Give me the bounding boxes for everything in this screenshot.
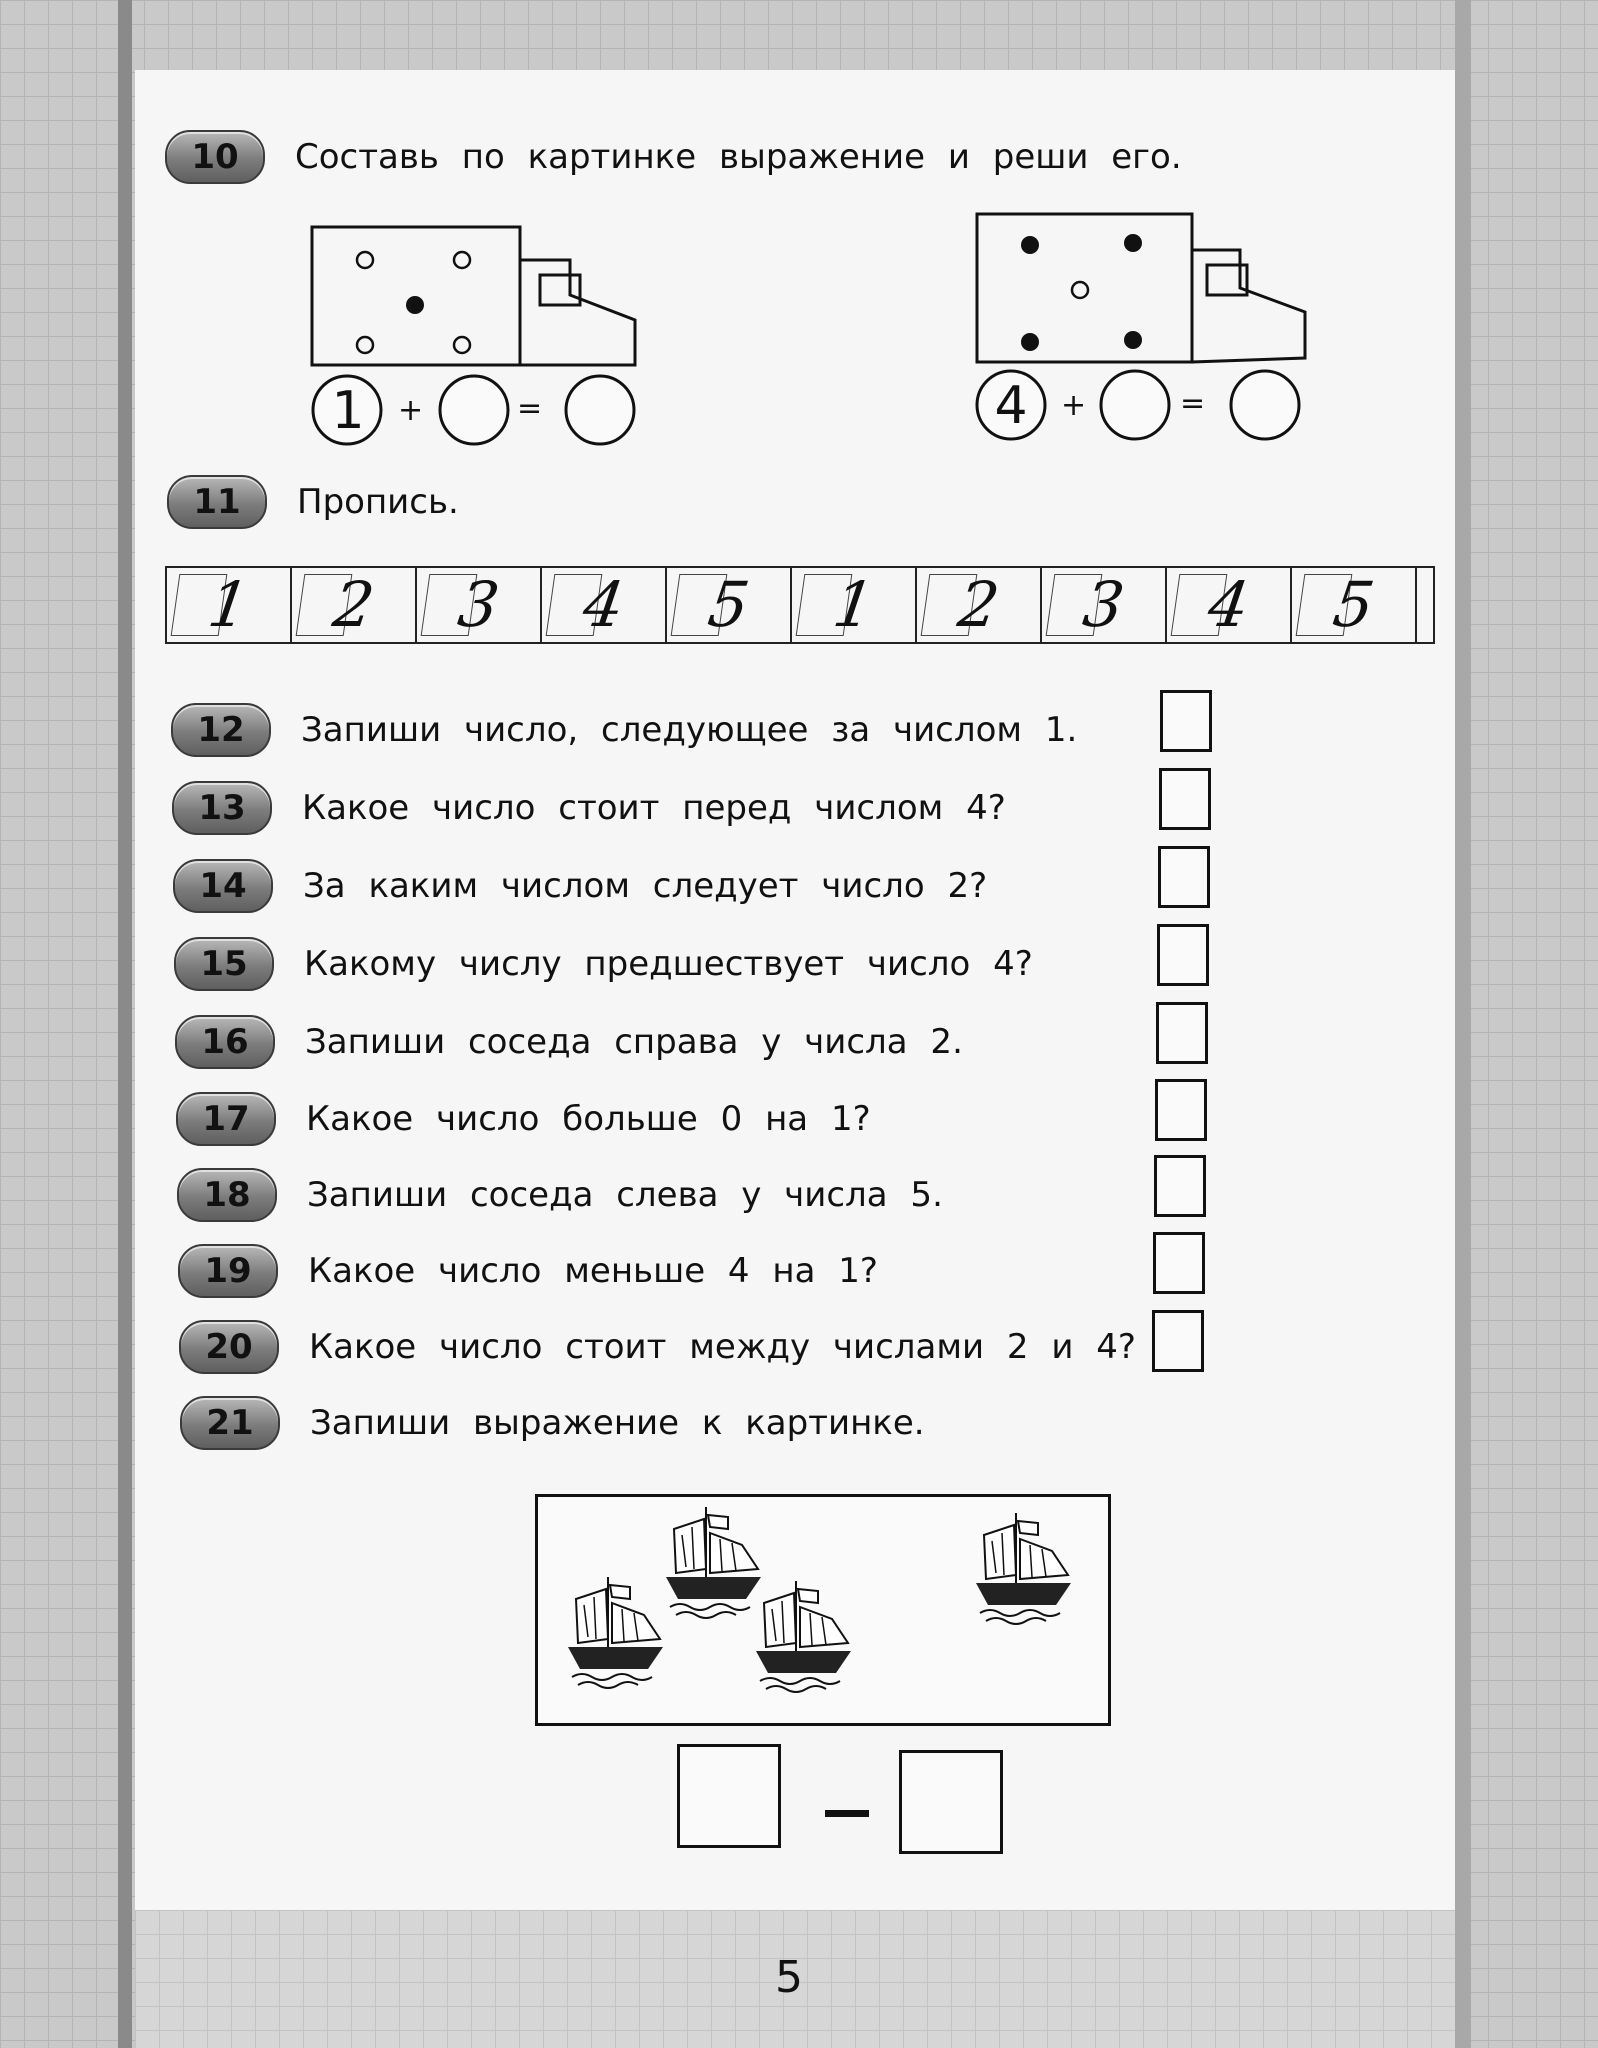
- ship-icon: [976, 1513, 1071, 1624]
- answer-box-18[interactable]: [1154, 1155, 1206, 1217]
- ships-picture: [535, 1494, 1111, 1726]
- answer-box-20[interactable]: [1152, 1310, 1204, 1372]
- book-binding-right: [1455, 0, 1471, 2048]
- copybook-cell[interactable]: [667, 568, 792, 642]
- task-number-badge: 19: [178, 1244, 278, 1298]
- task-text: За каким числом следует число 2?: [303, 866, 988, 906]
- truck-1: [310, 225, 670, 459]
- answer-box-14[interactable]: [1158, 846, 1210, 908]
- minus-sign: [825, 1810, 869, 1817]
- answer-box-13[interactable]: [1159, 768, 1211, 830]
- copybook-digit: 2: [328, 568, 379, 641]
- answer-box-16[interactable]: [1156, 1002, 1208, 1064]
- task-19: [178, 1244, 878, 1298]
- task-21: [180, 1396, 925, 1450]
- copybook-cell[interactable]: [792, 568, 917, 642]
- task-text: Запиши число, следующее за числом 1.: [301, 710, 1078, 750]
- copybook-cell[interactable]: [1042, 568, 1167, 642]
- plus-sign: +: [1061, 388, 1087, 423]
- copybook-digit: 5: [1328, 568, 1379, 641]
- task-text: Какое число меньше 4 на 1?: [308, 1251, 878, 1291]
- page-number: 5: [775, 1952, 803, 2003]
- ship-icon: [756, 1581, 851, 1692]
- task-text: Какое число стоит между числами 2 и 4?: [309, 1327, 1136, 1367]
- copybook-digit: 2: [953, 568, 1004, 641]
- equals-sign: =: [1180, 386, 1206, 421]
- task-17: [176, 1092, 871, 1146]
- copybook-digit: 3: [1078, 568, 1129, 641]
- task-text: Какому числу предшествует число 4?: [304, 944, 1033, 984]
- copybook-cell[interactable]: [917, 568, 1042, 642]
- copybook-cell[interactable]: [542, 568, 667, 642]
- copybook-digit: 1: [203, 568, 254, 641]
- copybook-cell[interactable]: [1292, 568, 1417, 642]
- task-number-badge: 20: [179, 1320, 279, 1374]
- task-number-badge: 18: [177, 1168, 277, 1222]
- copybook-cell[interactable]: [417, 568, 542, 642]
- task-13: [172, 781, 1006, 835]
- ships-drawing: [538, 1497, 1108, 1723]
- task-text: Запиши соседа справа у числа 2.: [305, 1022, 963, 1062]
- task-text: Составь по картинке выражение и реши его.: [295, 137, 1182, 177]
- truck-2: [975, 210, 1335, 454]
- workbook-page: [135, 70, 1455, 2048]
- plus-sign: +: [398, 393, 424, 428]
- copybook-digit: 4: [578, 568, 629, 641]
- task-number-badge: 12: [171, 703, 271, 757]
- task-number-badge: 11: [167, 475, 267, 529]
- task-number-badge: 16: [175, 1015, 275, 1069]
- copybook-cell[interactable]: [1167, 568, 1292, 642]
- task-10: [165, 130, 1182, 184]
- copybook-strip: [165, 566, 1435, 644]
- task-text: Пропись.: [297, 482, 459, 522]
- answer-box-12[interactable]: [1160, 690, 1212, 752]
- task-number-badge: 13: [172, 781, 272, 835]
- copybook-digit: 1: [828, 568, 879, 641]
- ship-icon: [666, 1507, 761, 1618]
- truck-given-number: 1: [331, 381, 365, 441]
- task-number-badge: 17: [176, 1092, 276, 1146]
- task-number-badge: 21: [180, 1396, 280, 1450]
- task-12: [171, 703, 1077, 757]
- task-text: Запиши соседа слева у числа 5.: [307, 1175, 943, 1215]
- task-11: [167, 475, 459, 529]
- copybook-cell[interactable]: [292, 568, 417, 642]
- equals-sign: =: [517, 391, 543, 426]
- task-16: [175, 1015, 963, 1069]
- answer-box-17[interactable]: [1155, 1079, 1207, 1141]
- answer-box-19[interactable]: [1153, 1232, 1205, 1294]
- task-number-badge: 14: [173, 859, 273, 913]
- task-14: [173, 859, 987, 913]
- expression-box-right[interactable]: [899, 1750, 1003, 1854]
- book-binding-left: [118, 0, 132, 2048]
- task-text: Какое число больше 0 на 1?: [306, 1099, 871, 1139]
- task-text: Какое число стоит перед числом 4?: [302, 788, 1006, 828]
- copybook-digit: 4: [1203, 568, 1254, 641]
- task-15: [174, 937, 1033, 991]
- copybook-digit: 5: [703, 568, 754, 641]
- task-18: [177, 1168, 943, 1222]
- task-number-badge: 10: [165, 130, 265, 184]
- copybook-digit: 3: [453, 568, 504, 641]
- answer-box-15[interactable]: [1157, 924, 1209, 986]
- ship-icon: [568, 1577, 663, 1688]
- truck-given-number: 4: [994, 376, 1028, 436]
- task-number-badge: 15: [174, 937, 274, 991]
- expression-box-left[interactable]: [677, 1744, 781, 1848]
- task-text: Запиши выражение к картинке.: [310, 1403, 925, 1443]
- task-20: [179, 1320, 1136, 1374]
- copybook-cell[interactable]: [167, 568, 292, 642]
